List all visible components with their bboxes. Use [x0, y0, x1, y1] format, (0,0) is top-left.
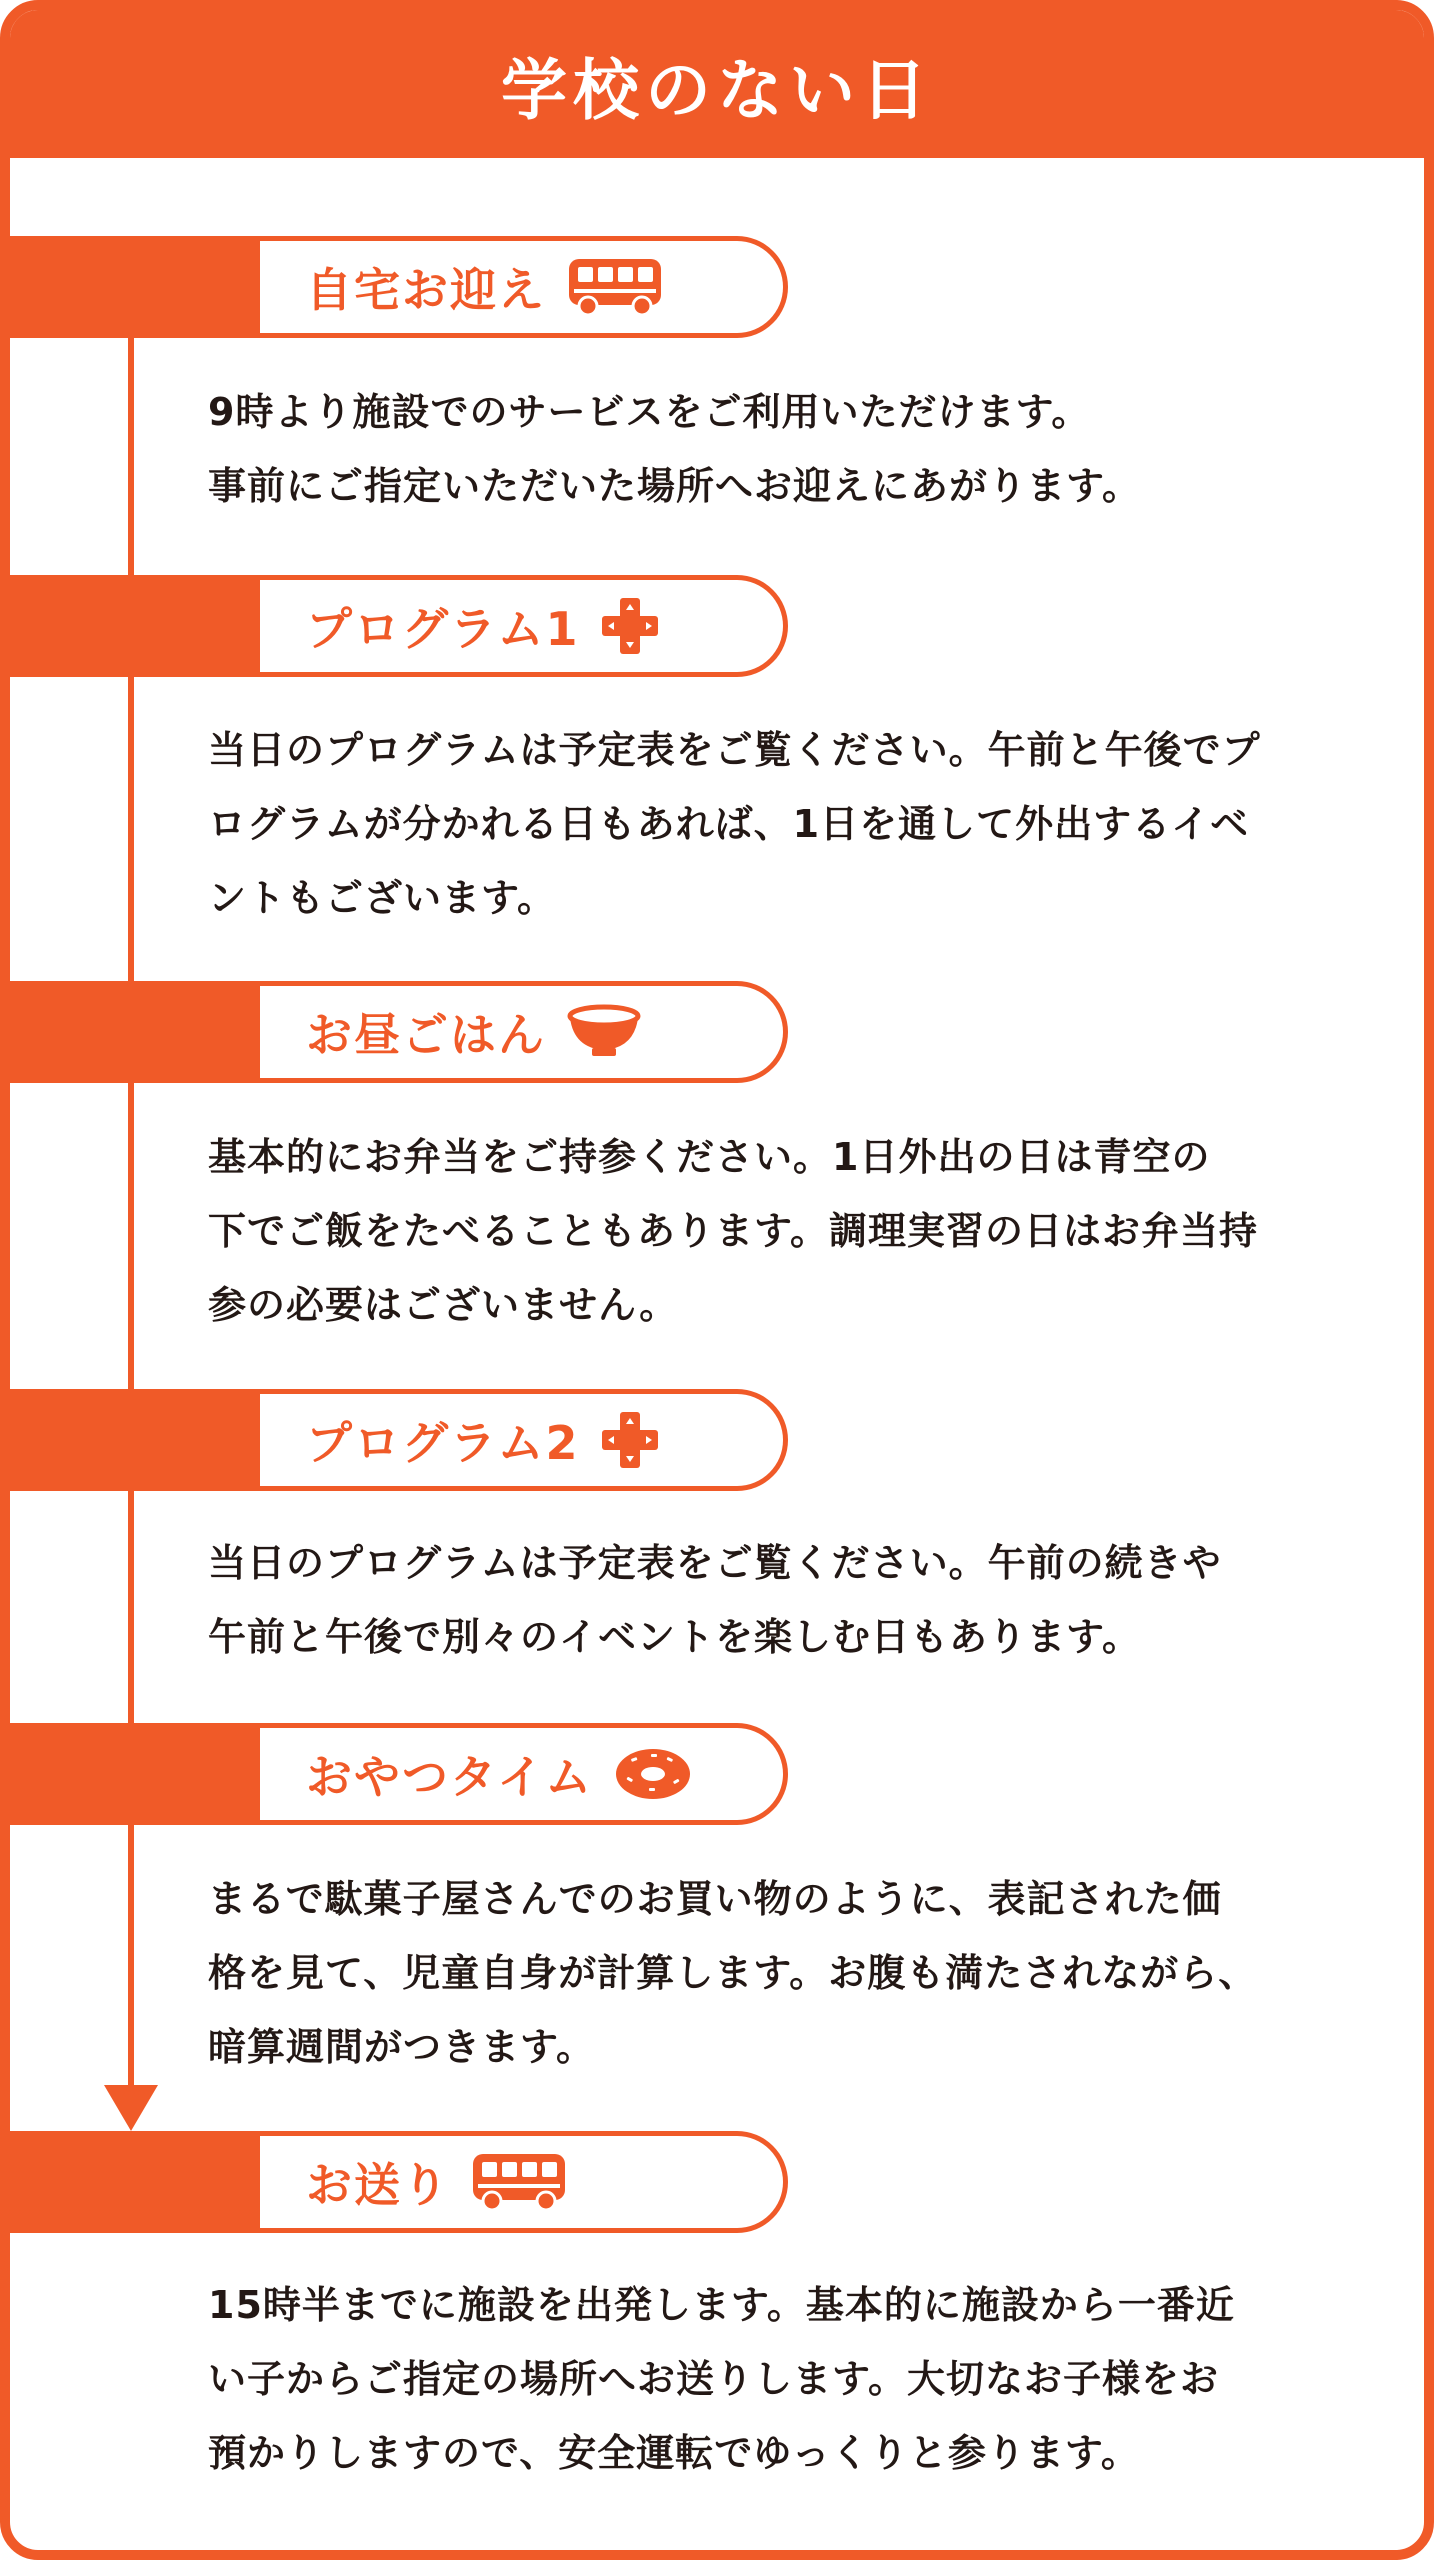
header-bar	[10, 10, 1424, 158]
step-marker-bar	[0, 236, 270, 338]
bus-icon	[470, 2151, 568, 2213]
step-description: 当日のプログラムは予定表をご覧ください。午前と午後でプ ログラムが分かれる日もあれば、1日を通して外出するイベ ントもございます。	[208, 728, 1261, 920]
step-label-pill	[260, 981, 788, 1083]
step-marker-bar	[0, 981, 270, 1083]
step-title: 自宅お迎え	[306, 263, 546, 317]
donut-icon	[613, 1746, 693, 1802]
step-description: 9時より施設でのサービスをご利用いただけます。 事前にご指定いただいた場所へお迎えにあがります。	[208, 390, 1141, 508]
step-marker-bar	[0, 1723, 270, 1825]
step-marker-bar	[0, 1389, 270, 1491]
step-label-pill	[260, 1723, 788, 1825]
step-description: 15時半までに施設を出発します。基本的に施設から一番近 い子からご指定の場所へお送りします。大切なお子様をお 預かりしますので、安全運転でゆっくりと参ります。	[208, 2283, 1235, 2475]
puzzle-icon	[600, 1410, 660, 1470]
rice-bowl-icon	[566, 1004, 642, 1060]
step-marker-bar	[0, 2131, 270, 2233]
step-title: おやつタイム	[306, 1750, 594, 1804]
step-label-pill	[260, 236, 788, 338]
bus-icon	[566, 256, 664, 318]
step-title: お昼ごはん	[306, 1008, 546, 1062]
step-marker-bar	[0, 575, 270, 677]
step-label-pill	[260, 2131, 788, 2233]
step-title: プログラム2	[306, 1416, 580, 1470]
step-title: プログラム1	[306, 602, 580, 656]
step-label-pill	[260, 575, 788, 677]
step-description: まるで駄菓子屋さんでのお買い物のように、表記された価 格を見て、児童自身が計算します。お腹も満たされながら、 暗算週間がつきます。	[208, 1877, 1258, 2069]
step-description: 基本的にお弁当をご持参ください。1日外出の日は青空の 下でご飯をたべることもあります。調理実習の日はお弁当持 参の必要はございません。	[208, 1135, 1258, 1327]
timeline-arrow-icon	[104, 2085, 158, 2131]
step-title: お送り	[306, 2158, 450, 2212]
step-description: 当日のプログラムは予定表をご覧ください。午前の続きや 午前と午後で別々のイベントを楽しむ日もあります。	[208, 1541, 1222, 1659]
page-title: 学校のない日	[501, 51, 933, 129]
step-label-pill	[260, 1389, 788, 1491]
puzzle-icon	[600, 596, 660, 656]
